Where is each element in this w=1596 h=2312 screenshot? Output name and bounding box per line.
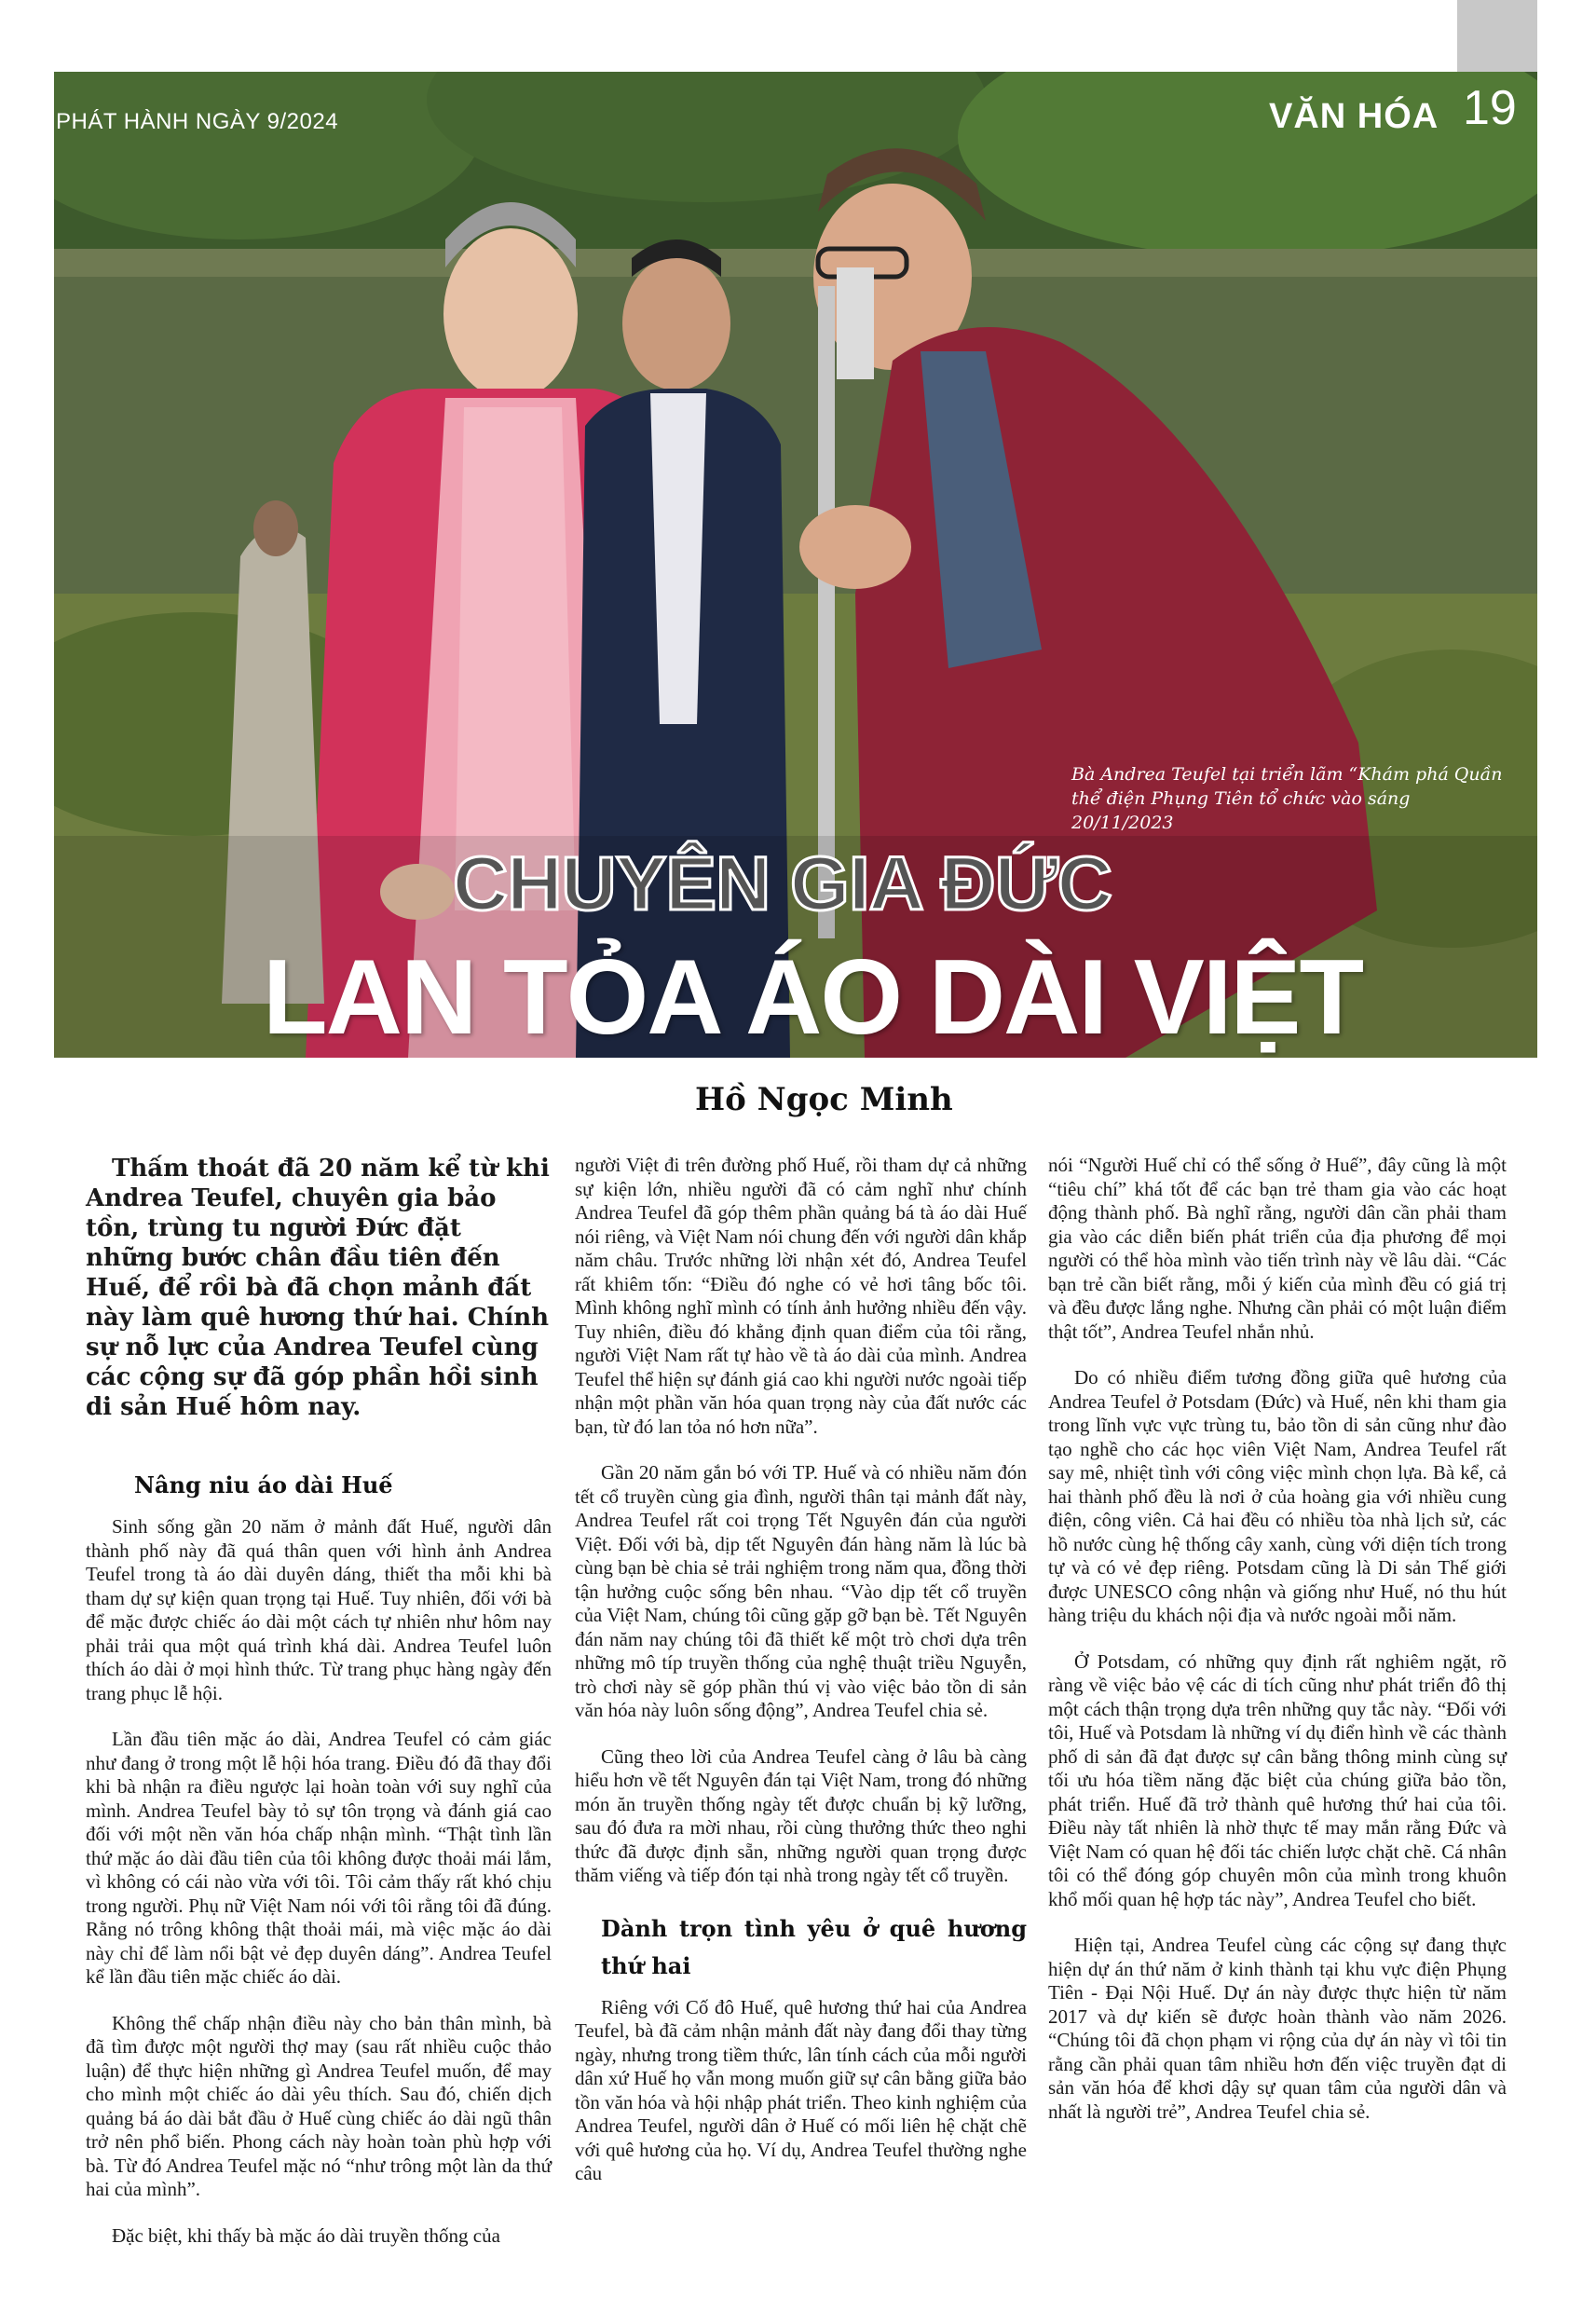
page-number: 19 bbox=[1463, 81, 1517, 135]
body-paragraph: nói “Người Huế chỉ có thể sống ở Huế”, đây cũng là một “tiêu chí” khá tốt để các bạn trẻ tham gia vào các hoạt động thành phố. Bà nghĩ rằng, người dân cần phải tham gia vào các diễn biến phát triển của địa phương để mọi người có thể hòa mình vào tiến trình này về lâu dài. “Các bạn trẻ cần biết rằng, mỗi ý kiến của mình đều có giá trị và đều được lắng nghe. Nhưng cần phải có một luận điểm thật tốt”, Andrea Teufel nhắn nhủ. bbox=[1048, 1154, 1507, 1343]
body-paragraph: Gần 20 năm gắn bó với TP. Huế và có nhiều năm đón tết cổ truyền cùng gia đình, người thân tại mảnh đất này, Andrea Teufel rất coi trọng Tết Nguyên đán của người Việt. Đối với bà, dịp tết Nguyên đán hàng năm là lúc bà cùng bạn bè chia sẻ trải nghiệm trong năm qua, đồng thời tận hưởng cuộc sống bên nhau. “Vào dịp tết cổ truyền của Việt Nam, chúng tôi cũng gặp gỡ bạn bè. Tết Nguyên đán năm nay chúng tôi đã thiết kế một trò chơi dựa trên những mô típ truyền thống của nghệ thuật triều Nguyễn, trò chơi này sẽ góp phần thú vị vào việc bảo tồn di sản văn hóa này luôn sống động”, Andrea Teufel chia sẻ. bbox=[575, 1461, 1027, 1721]
body-paragraph: Riêng với Cố đô Huế, quê hương thứ hai của Andrea Teufel, bà đã cảm nhận mảnh đất này đang đổi thay từng ngày, nhưng trong tiềm thức, lân tính cách của mỗi người dân xứ Huế họ vẫn mong muốn giữ sự cân bằng giữa bảo tồn văn hóa và hội nhập phát triển. Theo kinh nghiệm của Andrea Teufel, người dân ở Huế có mối liên hệ chặt chẽ với quê hương của họ. Ví dụ, Andrea Teufel thường nghe câu bbox=[575, 1995, 1027, 2184]
title-kicker: CHUYÊN GIA ĐỨC bbox=[453, 841, 1112, 926]
body-paragraph: Lần đầu tiên mặc áo dài, Andrea Teufel có cảm giác như đang ở trong một lễ hội hóa trang. Điều đó đã thay đổi khi bà nhận ra điều ngược lại hoàn toàn với suy nghĩ của mình. Andrea Teufel bày tỏ sự tôn trọng và đánh giá cao đối với một nền văn hóa chấp nhận mình. “Thật tình lần thứ mặc áo dài đầu tiên của tôi không được thoải mái lắm, vì không có cái nào vừa với tôi. Tôi cảm thấy rất khó chịu trong người. Phụ nữ Việt Nam nói với tôi rằng tôi đã đúng. Rằng nó trông không thật thoải mái, mà việc mặc áo dài này chỉ để làm nổi bật vẻ đẹp duyên dáng”. Andrea Teufel kể lần đầu tiên mặc chiếc áo dài. bbox=[86, 1728, 552, 1988]
page-title: LAN TỎA ÁO DÀI VIỆT bbox=[263, 938, 1363, 1057]
body-paragraph: Do có nhiều điểm tương đồng giữa quê hương của Andrea Teufel ở Potsdam (Đức) và Huế, nên khi tham gia trong lĩnh vực vực trùng tu, bảo tồn di sản cũng như đào tạo nghề cho các học viên Việt Nam, Andrea Teufel rất say mê, nhiệt tình với công việc mình chọn lựa. Bà kể, cả hai thành phố đều là nơi ở của hoàng gia với nhiều cung điện, công viên. Cả hai đều có nhiều tòa nhà lịch sử, các hồ nước cùng hệ thống cây xanh, cùng với diện tích trong tự và có vẻ đẹp riêng. Potsdam cũng là Di sản Thế giới được UNESCO công nhận và giống như Huế, nó thu hút hàng triệu du khách nội địa và nước ngoài mỗi năm. bbox=[1048, 1366, 1507, 1626]
article-column-2 bbox=[575, 1154, 1027, 2209]
body-paragraph: Không thể chấp nhận điều này cho bản thân mình, bà đã tìm được một người thợ may (sau rất nhiều cuộc thảo luận) để thực hiện những gì Andrea Teufel muốn, để may cho mình một chiếc áo dài yêu thích. Sau đó, chiến dịch quảng bá áo dài bắt đầu ở Huế cùng chiếc áo dài ngũ thân trở nên phổ biến. Phong cách này hoàn toàn phù hợp với bà. Từ đó Andrea Teufel mặc nó “như trông một làn da thứ hai của mình”. bbox=[86, 2011, 552, 2200]
body-paragraph: người Việt đi trên đường phố Huế, rồi tham dự cả những sự kiện lớn, nhiều người đã có cảm nghĩ như chính Andrea Teufel đã góp thêm phần quảng bá tà áo dài Huế nói riêng, và Việt Nam nói chung đến với người dân khắp năm châu. Trước những lời nhận xét đó, Andrea Teufel rất khiêm tốn: “Điều đó nghe có vẻ hơi tâng bốc tôi. Mình không nghĩ mình có tính ảnh hưởng nhiều đến vậy. Tuy nhiên, điều đó khẳng định quan điểm của tôi rằng, người Việt Nam rất tự hào về tà áo dài của mình. Andrea Teufel thể hiện sự đánh giá cao khi người nước ngoài tiếp nhận một phần văn hóa quan trọng này của đất nước các bạn, từ đó lan tỏa nó hơn nữa”. bbox=[575, 1154, 1027, 1438]
subheading: Dành trọn tình yêu ở quê hương thứ hai bbox=[601, 1914, 1027, 1979]
body-paragraph: Sinh sống gần 20 năm ở mảnh đất Huế, người dân thành phố này đã quá thân quen với hình ảnh Andrea Teufel trong tà áo dài duyên dáng, thiết tha mỗi khi bà tham dự sự kiện quan trọng tại Huế. Tuy nhiên, đối với bà để mặc được chiếc áo dài một cách tự nhiên như hôm nay phải trải qua một quá trình khá dài. Andrea Teufel luôn thích áo dài ở mọi hình thức. Từ trang phục hàng ngày đến trang phục lễ hội. bbox=[86, 1515, 552, 1704]
body-paragraph: Ở Potsdam, có những quy định rất nghiêm ngặt, rõ ràng về việc bảo vệ các di tích cũng như phát triển đô thị một cách thận trọng dựa trên những quy tắc này. “Đối với tôi, Huế và Potsdam là những ví dụ điển hình về các thành phố di sản đã đạt được sự cân bằng thông minh cùng sự tối ưu hóa tiềm năng đặc biệt của chúng giữa bảo tồn, phát triển. Huế đã trở thành quê hương thứ hai của tôi. Điều này tất nhiên là nhờ thực tế may mắn rằng Đức và Việt Nam có quan hệ đối tác chiến lược chặt chẽ. Cá nhân tôi có thể đóng góp chuyên môn của mình trong khuôn khổ mối quan hệ hợp tác này”, Andrea Teufel cho biết. bbox=[1048, 1649, 1507, 1910]
lead-paragraph: Thấm thoát đã 20 năm kể từ khi Andrea Teufel, chuyên gia bảo tồn, trùng tu người Đức đặt những bước chân đầu tiên đến Huế, để rồi bà đã chọn mảnh đất này làm quê hương thứ hai. Chính sự nỗ lực của Andrea Teufel cùng các cộng sự đã góp phần hồi sinh di sản Huế hôm nay. bbox=[86, 1155, 550, 1421]
issue-date: PHÁT HÀNH NGÀY 9/2024 bbox=[56, 109, 339, 134]
photo-caption: Bà Andrea Teufel tại triển lãm “Khám phá Quần thể điện Phụng Tiên tổ chức vào sáng 20/11/2023 bbox=[1071, 764, 1503, 833]
article-column-1 bbox=[86, 1154, 552, 2270]
author-byline: Hồ Ngọc Minh bbox=[695, 1081, 953, 1118]
section-label: VĂN HÓA bbox=[1269, 97, 1439, 136]
article-column-3 bbox=[1048, 1154, 1507, 2146]
subheading: Nâng niu áo dài Huế bbox=[134, 1471, 393, 1498]
body-paragraph: Đặc biệt, khi thấy bà mặc áo dài truyền thống của bbox=[112, 2223, 500, 2247]
body-paragraph: Cũng theo lời của Andrea Teufel càng ở lâu bà càng hiểu hơn về tết Nguyên đán tại Việt Nam, trong đó những món ăn truyền thống ngày tết được chuẩn bị kỹ lưỡng, sau đó đưa ra mời nhau, rồi cùng thưởng thức theo nghi thức đã được định sẵn, những người quan trọng được thăm viếng và tiếp đón tại nhà trong ngày tết cổ truyền. bbox=[575, 1744, 1027, 1886]
body-paragraph: Hiện tại, Andrea Teufel cùng các cộng sự đang thực hiện dự án thứ năm ở kinh thành tại khu vực điện Phụng Tiên - Đại Nội Huế. Dự án này được thực hiện từ năm 2017 và dự kiến sẽ được hoàn thành vào năm 2026. “Chúng tôi đã chọn phạm vi rộng của dự án này vì tôi tin rằng cần phải quan tâm nhiều hơn đến việc truyền đạt di sản văn hóa để khơi dậy sự quan tâm của người dân và nhất là người trẻ”, Andrea Teufel chia sẻ. bbox=[1048, 1934, 1507, 2123]
